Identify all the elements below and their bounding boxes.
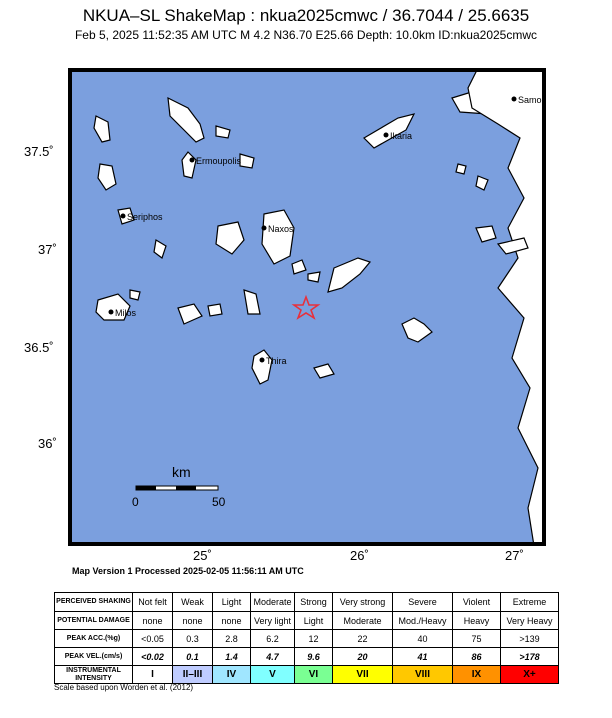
legend-row-acc xyxy=(55,630,559,648)
legend-cell: 1.4 xyxy=(213,648,251,666)
legend-cell: 40 xyxy=(393,630,453,648)
legend-cell: Moderate xyxy=(333,612,393,630)
city-marker-ikaria xyxy=(384,133,389,138)
city-label-milos: Milos xyxy=(115,308,137,318)
legend-cell: Heavy xyxy=(453,612,501,630)
city-label-naxos: Naxos xyxy=(268,224,294,234)
legend-cell: Extreme xyxy=(501,593,559,612)
legend-cell: <0.05 xyxy=(133,630,173,648)
legend-cell: >178 xyxy=(501,648,559,666)
legend-cell: Violent xyxy=(453,593,501,612)
intensity-cell: X+ xyxy=(501,666,559,684)
lat-tick-36: 36˚ xyxy=(38,436,57,451)
intensity-cell: IV xyxy=(213,666,251,684)
city-marker-milos xyxy=(109,310,114,315)
legend-row-damage xyxy=(55,612,559,630)
city-marker-samo xyxy=(512,97,517,102)
lon-tick-26: 26˚ xyxy=(350,548,369,563)
legend-cell: Mod./Heavy xyxy=(393,612,453,630)
intensity-cell: I xyxy=(133,666,173,684)
city-label-ermoupolis: Ermoupolis xyxy=(196,156,242,166)
legend-row-shaking xyxy=(55,593,559,612)
legend-cell: 75 xyxy=(453,630,501,648)
legend-cell: none xyxy=(133,612,173,630)
legend-cell: 0.1 xyxy=(173,648,213,666)
legend-cell: none xyxy=(173,612,213,630)
city-marker-ermoupolis xyxy=(190,158,195,163)
intensity-cell: VI xyxy=(295,666,333,684)
legend-cell: 9.6 xyxy=(295,648,333,666)
shakemap xyxy=(68,68,546,546)
scale-start: 0 xyxy=(132,495,139,509)
city-marker-naxos xyxy=(262,226,267,231)
legend-shaking-label: PERCEIVED SHAKING xyxy=(55,593,133,612)
island-koufonisi xyxy=(308,272,320,282)
map-version: Map Version 1 Processed 2025-02-05 11:56:11 AM UTC xyxy=(72,566,304,576)
island-kimolos xyxy=(130,290,140,300)
legend-footnote: Scale based upon Worden et al. (2012) xyxy=(54,683,194,692)
legend-cell: Not felt xyxy=(133,593,173,612)
map-title: NKUA–SL ShakeMap : nkua2025cmwc / 36.7044 / 25.6635 xyxy=(82,6,530,25)
city-marker-seriphos xyxy=(121,214,126,219)
intensity-cell: II–III xyxy=(173,666,213,684)
legend-cell: Very strong xyxy=(333,593,393,612)
intensity-cell: V xyxy=(251,666,295,684)
sea-area xyxy=(68,68,546,546)
legend-cell: Moderate xyxy=(251,593,295,612)
legend-vel-label: PEAK VEL.(cm/s) xyxy=(55,648,133,666)
legend-cell: 41 xyxy=(393,648,453,666)
scale-end: 50 xyxy=(212,495,226,509)
legend-cell: Very Heavy xyxy=(501,612,559,630)
legend-cell: 2.8 xyxy=(213,630,251,648)
intensity-cell: IX xyxy=(453,666,501,684)
legend-cell: 22 xyxy=(333,630,393,648)
lat-tick-37: 37˚ xyxy=(38,242,57,257)
intensity-cell: VII xyxy=(333,666,393,684)
legend-cell: <0.02 xyxy=(133,648,173,666)
city-marker-thira xyxy=(260,358,265,363)
legend-cell: Light xyxy=(295,612,333,630)
scale-unit: km xyxy=(172,464,191,480)
city-label-ikaria: Ikaria xyxy=(390,131,413,141)
legend-cell: 86 xyxy=(453,648,501,666)
legend-damage-label: POTENTIAL DAMAGE xyxy=(55,612,133,630)
legend-cell: none xyxy=(213,612,251,630)
legend-intensity-label: INSTRUMENTAL INTENSITY xyxy=(55,666,133,684)
legend-row-vel xyxy=(55,648,559,666)
legend-cell: Severe xyxy=(393,593,453,612)
lon-tick-25: 25˚ xyxy=(193,548,212,563)
legend-cell: 20 xyxy=(333,648,393,666)
city-label-thira: Thira xyxy=(266,356,287,366)
intensity-cell: VIII xyxy=(393,666,453,684)
lon-tick-27: 27˚ xyxy=(505,548,524,563)
legend-cell: 12 xyxy=(295,630,333,648)
lat-tick-36-5: 36.5˚ xyxy=(24,340,54,355)
legend-cell: Strong xyxy=(295,593,333,612)
city-label-seriphos: Seriphos xyxy=(127,212,163,222)
event-subtitle: Feb 5, 2025 11:52:35 AM UTC M 4.2 N36.70 E25.66 Depth: 10.0km ID:nkua2025cmwc xyxy=(74,28,538,42)
island-patmos xyxy=(456,164,466,174)
legend-cell: 4.7 xyxy=(251,648,295,666)
island-folegandros xyxy=(208,304,222,316)
legend-cell: Very light xyxy=(251,612,295,630)
legend-row-intensity xyxy=(55,666,559,684)
legend-cell: Light xyxy=(213,593,251,612)
legend-cell: 6.2 xyxy=(251,630,295,648)
legend-acc-label: PEAK ACC.(%g) xyxy=(55,630,133,648)
intensity-legend xyxy=(54,592,559,684)
legend-cell: Weak xyxy=(173,593,213,612)
city-label-samo: Samo xyxy=(518,95,542,105)
legend-cell: >139 xyxy=(501,630,559,648)
lat-tick-37-5: 37.5˚ xyxy=(24,144,54,159)
legend-cell: 0.3 xyxy=(173,630,213,648)
